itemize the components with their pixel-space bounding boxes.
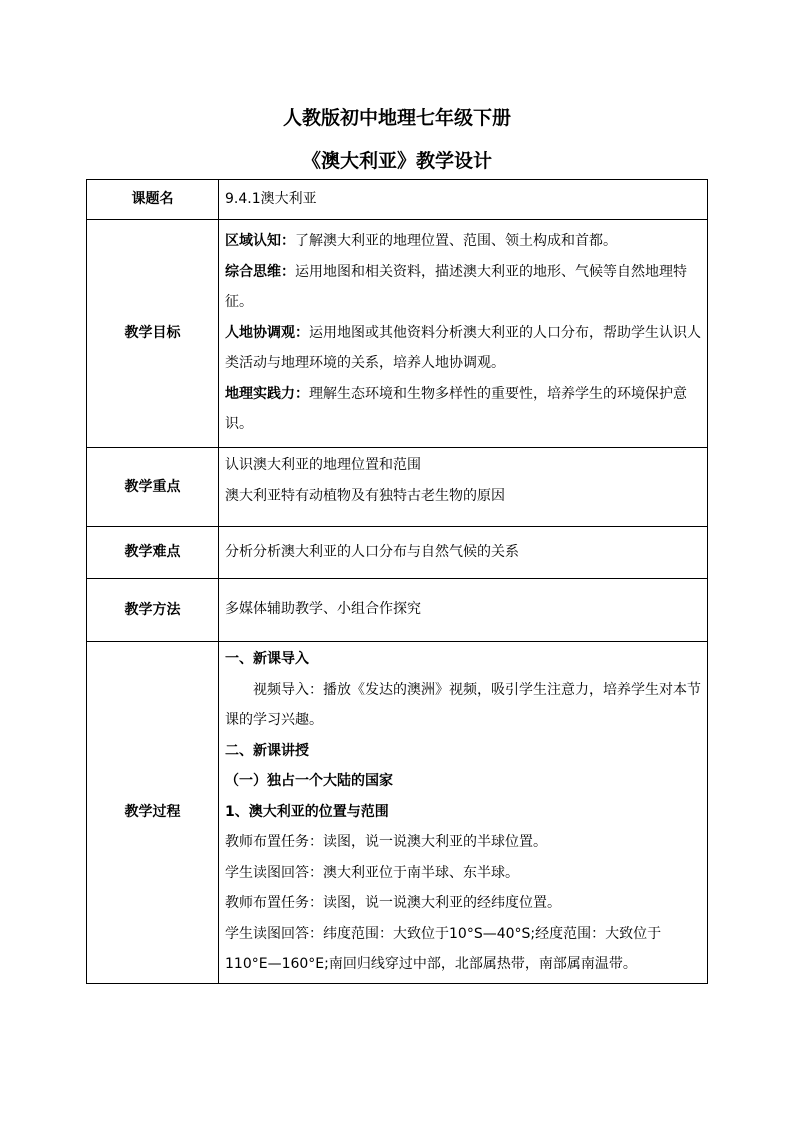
- label-methods: 教学方法: [87, 579, 219, 642]
- row-goals: [87, 220, 708, 448]
- value-methods: 多媒体辅助教学、小组合作探究: [219, 579, 708, 642]
- process-subheading: （一）独占一个大陆的国家: [225, 773, 393, 789]
- goal-item: 人地协调观：运用地图或其他资料分析澳大利亚的人口分布，帮助学生认识人类活动与地理环境的关系，培养人地协调观。: [225, 324, 701, 372]
- label-difficulties: 教学难点: [87, 527, 219, 579]
- value-topic: 9.4.1澳大利亚: [219, 180, 708, 220]
- lesson-plan-table: [86, 179, 708, 984]
- row-difficulties: [87, 527, 708, 579]
- label-goals: 教学目标: [87, 220, 219, 448]
- key-point-line: 澳大利亚特有动植物及有独特古老生物的原因: [225, 487, 505, 504]
- process-heading: 二、新课讲授: [225, 742, 309, 759]
- label-process: 教学过程: [87, 642, 219, 984]
- process-line: 学生读图回答：纬度范围：大致位于10°S—40°S;经度范围：大致位于110°E—160°E;南回归线穿过中部，北部属热带，南部属南温带。: [225, 925, 662, 972]
- value-key-points: [219, 448, 708, 527]
- label-topic: 课题名: [87, 180, 219, 220]
- process-line: 教师布置任务：读图，说一说澳大利亚的半球位置。: [225, 834, 547, 850]
- process-line: 教师布置任务：读图，说一说澳大利亚的经纬度位置。: [225, 895, 561, 911]
- process-heading: 一、新课导入: [225, 651, 309, 667]
- goal-item: 地理实践力：理解生态环境和生物多样性的重要性，培养学生的环境保护意识。: [225, 385, 687, 433]
- row-key-points: [87, 448, 708, 527]
- value-difficulties: 分析分析澳大利亚的人口分布与自然气候的关系: [219, 527, 708, 579]
- row-topic: [87, 180, 708, 220]
- value-goals: [219, 220, 708, 448]
- row-methods: [87, 579, 708, 642]
- goal-item: 区域认知：了解澳大利亚的地理位置、范围、领土构成和首都。: [225, 233, 617, 250]
- process-subheading: 1、澳大利亚的位置与范围: [225, 803, 389, 820]
- document-title: 人教版初中地理七年级下册: [282, 107, 511, 129]
- row-process: [87, 642, 708, 984]
- process-intro: 视频导入：播放《发达的澳洲》视频，吸引学生注意力，培养学生对本节课的学习兴趣。: [225, 681, 701, 728]
- document-subtitle: 《澳大利亚》教学设计: [301, 150, 492, 172]
- process-line: 学生读图回答：澳大利亚位于南半球、东半球。: [225, 864, 519, 881]
- label-key-points: 教学重点: [87, 448, 219, 527]
- value-process: [219, 642, 708, 984]
- goal-item: 综合思维：运用地图和相关资料，描述澳大利亚的地形、气候等自然地理特征。: [225, 263, 687, 311]
- key-point-line: 认识澳大利亚的地理位置和范围: [225, 457, 421, 473]
